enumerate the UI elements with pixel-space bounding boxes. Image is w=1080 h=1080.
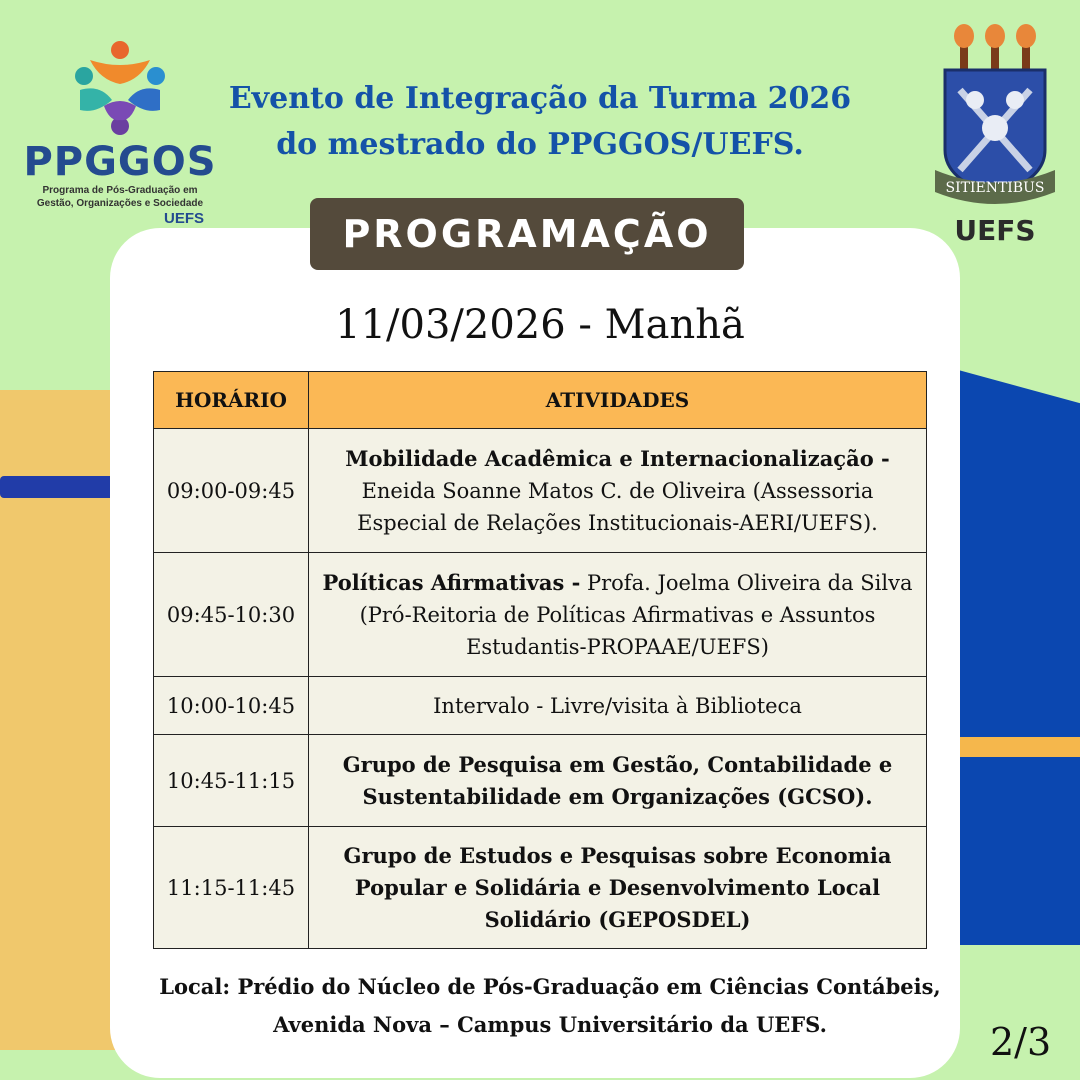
schedule-date: 11/03/2026 - Manhã [335, 302, 745, 348]
table-row [154, 677, 927, 735]
row-time: 10:00-10:45 [154, 677, 309, 735]
activity-title: Grupo de Estudos e Pesquisas sobre Economia Popular e Solidária e Desenvolvimento Local Solidário (GEPOSDEL) [343, 842, 892, 932]
row-activity [309, 827, 927, 949]
uefs-crest-icon [930, 20, 1060, 210]
row-activity [309, 677, 927, 735]
ppggos-people-icon [60, 40, 180, 136]
programacao-badge: PROGRAMAÇÃO [310, 198, 744, 270]
row-activity [309, 553, 927, 677]
table-row [154, 429, 927, 553]
uefs-logo-name: UEFS [954, 214, 1036, 247]
ppggos-logo [20, 40, 220, 230]
table-row [154, 553, 927, 677]
activity-detail: Eneida Soanne Matos C. de Oliveira (Assessoria Especial de Relações Institucionais-AERI/UEFS). [357, 478, 878, 535]
header-horario: HORÁRIO [154, 372, 309, 429]
table-row [154, 735, 927, 827]
ppggos-logo-subtitle-1: Programa de Pós-Graduação em [42, 185, 198, 196]
event-title-line1: Evento de Integração da Turma 2026 [228, 81, 852, 116]
ppggos-logo-name: PPGGOS [23, 139, 217, 185]
location-line2: Avenida Nova – Campus Universitário da UEFS. [273, 1012, 827, 1037]
activity-detail: Profa. Joelma Oliveira da Silva (Pró-Reitoria de Políticas Afirmativas e Assuntos Estudantis-PROPAAE/UEFS) [359, 570, 913, 659]
ppggos-logo-org: UEFS [163, 210, 204, 227]
row-time: 11:15-11:45 [154, 827, 309, 949]
header-atividades: ATIVIDADES [309, 372, 927, 429]
activity-detail: Intervalo - Livre/visita à Biblioteca [433, 693, 802, 718]
row-time: 09:45-10:30 [154, 553, 309, 677]
row-activity [309, 429, 927, 553]
row-activity [309, 735, 927, 827]
decorative-blue-shape [940, 365, 1080, 945]
row-time: 10:45-11:15 [154, 735, 309, 827]
activity-title: Grupo de Pesquisa em Gestão, Contabilidade e Sustentabilidade em Organizações (GCSO). [342, 751, 893, 809]
event-location [150, 968, 950, 1044]
location-line1: Local: Prédio do Núcleo de Pós-Graduação em Ciências Contábeis, [159, 974, 941, 999]
table-header-row [154, 372, 927, 429]
ppggos-logo-subtitle-2: Gestão, Organizações e Sociedade [36, 198, 204, 209]
event-title-line2: do mestrado do PPGGOS/UEFS. [276, 127, 804, 162]
page-indicator: 2/3 [990, 1020, 1052, 1064]
activity-title: Mobilidade Acadêmica e Internacionalização - [345, 445, 890, 471]
uefs-motto: SITIENTIBUS [945, 180, 1045, 196]
uefs-logo [925, 20, 1065, 250]
activity-title: Políticas Afirmativas - [322, 569, 581, 595]
event-title [200, 76, 880, 168]
row-time: 09:00-09:45 [154, 429, 309, 553]
schedule-table [153, 371, 927, 949]
table-row [154, 827, 927, 949]
